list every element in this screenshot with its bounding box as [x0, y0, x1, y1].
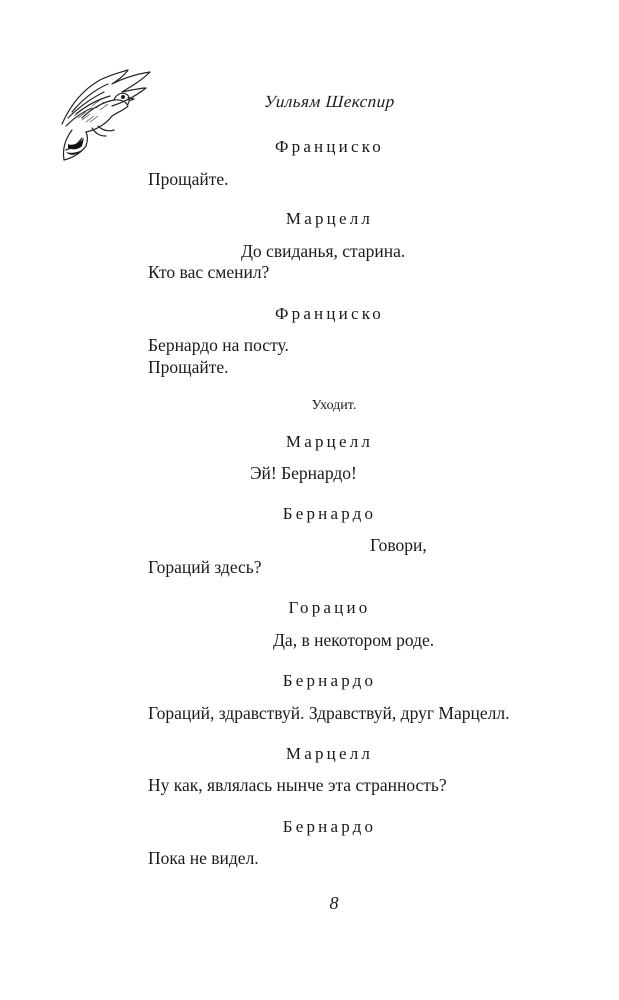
dialogue-line: Пока не видел. [148, 848, 259, 868]
dialogue-line: Говори, [370, 535, 427, 555]
speaker-name: Горацио [288, 598, 371, 617]
dialogue-line: Гораций здесь? [148, 557, 262, 577]
speaker-name: Бернардо [282, 504, 377, 523]
dialogue-line: Прощайте. [148, 169, 229, 189]
speaker-name: Марцелл [285, 432, 374, 451]
speaker-name: Марцелл [285, 744, 374, 763]
dialogue-line: Ну как, являлась нынче эта странность? [148, 775, 447, 795]
dialogue-line: Эй! Бернардо! [250, 463, 357, 483]
dialogue-line: Гораций, здравствуй. Здравствуй, друг Марцелл. [148, 703, 510, 723]
dialogue-line: Прощайте. [148, 357, 229, 377]
dialogue-line: Кто вас сменил? [148, 262, 270, 282]
speaker-name: Бернардо [282, 671, 377, 690]
speaker-name: Франциско [274, 137, 384, 156]
dialogue-line: До свиданья, старина. [241, 241, 406, 261]
page-number: 8 [329, 893, 339, 913]
speaker-name: Бернардо [282, 817, 377, 836]
speaker-name: Марцелл [285, 209, 374, 228]
running-header-author: Уильям Шекспир [263, 92, 396, 111]
stage-direction: Уходит. [311, 398, 357, 413]
dialogue-line: Бернардо на посту. [148, 335, 289, 355]
dialogue-line: Да, в некотором роде. [273, 630, 435, 650]
speaker-name: Франциско [274, 304, 384, 323]
